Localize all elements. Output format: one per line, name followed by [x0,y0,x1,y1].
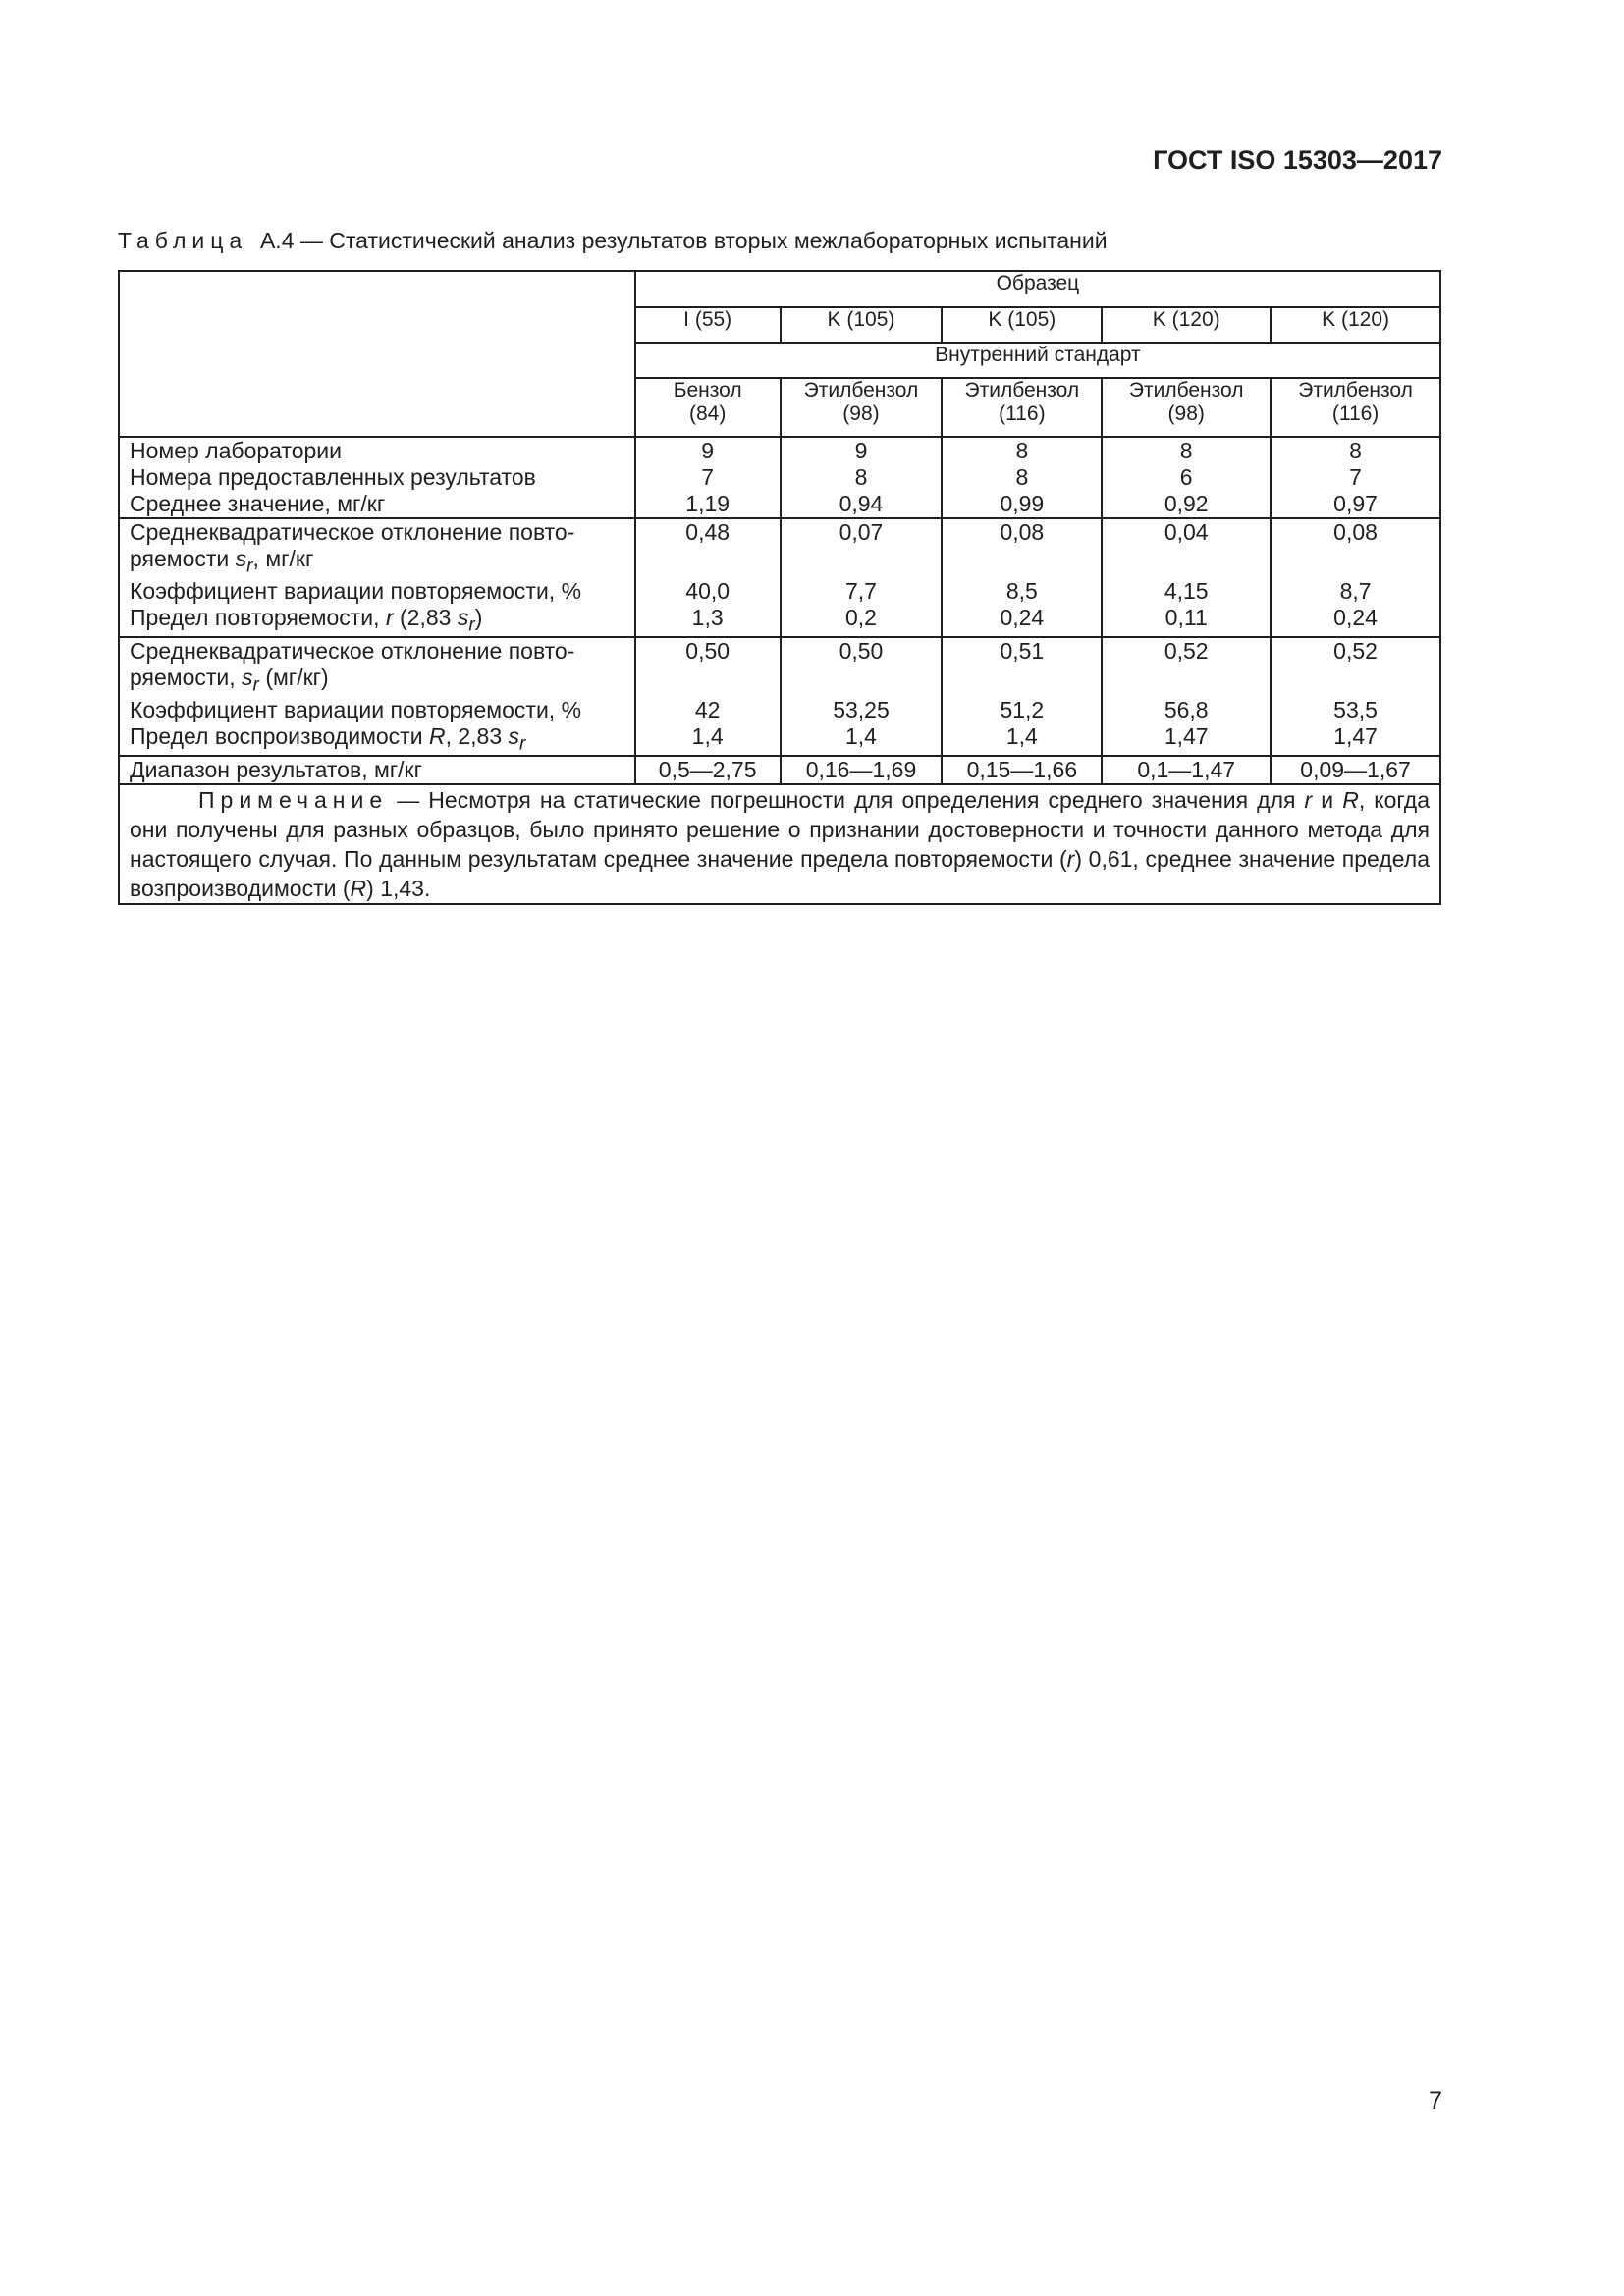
table-row [119,637,1440,697]
cell: 9 [781,437,943,464]
table-row [119,605,1440,638]
sample-col-2: K (105) [781,307,943,343]
label-text: ряемости, [130,665,243,691]
cell: 51,2 [942,697,1102,723]
sample-col-1: I (55) [635,307,781,343]
row-label: Коэффициент вариации повторяемости, % [119,578,635,605]
cell: 7,7 [781,578,943,605]
label-text: , мг/кг [252,546,314,571]
label-text: ) [474,604,483,630]
is-name: Этилбензол [964,379,1080,401]
cell: 7 [635,464,781,491]
row-label: Номера предоставленных результатов [119,464,635,491]
cell: 1,19 [635,491,781,518]
table-row [119,697,1440,723]
cell: 8,7 [1271,578,1440,605]
label-line: Среднеквадратическое отклонение повто- [130,638,575,665]
cell: 53,5 [1271,697,1440,723]
label-text: ряемости [130,546,236,571]
table-row [119,578,1440,605]
cell: 40,0 [635,578,781,605]
cell: 0,51 [942,637,1102,697]
symbol-sub: r [246,556,253,577]
label-line: Среднеквадратическое отклонение повто- [130,519,575,545]
note-text: ) 0,61, среднее значение предела возпроизводимости ( [130,846,1430,902]
cell: 0,07 [781,518,943,578]
cell: 0,99 [942,491,1102,518]
cell: 0,09—1,67 [1271,756,1440,784]
cell: 0,52 [1102,637,1271,697]
is-num: (98) [1167,402,1205,425]
cell: 1,47 [1271,723,1440,757]
internal-standard-header: Внутренний стандарт [635,343,1440,378]
cell: 0,15—1,66 [942,756,1102,784]
cell: 0,2 [781,605,943,638]
internal-standard-2 [781,378,943,437]
table-caption [118,228,1108,254]
is-name: Этилбензол [1128,379,1244,401]
caption-label: Таблица [118,228,248,253]
cell: 0,24 [942,605,1102,638]
is-num: (116) [999,402,1046,425]
statistics-table [118,270,1441,905]
cell: 0,50 [635,637,781,697]
note-text: — Несмотря на статические погрешности для определения среднего значения для [388,787,1305,814]
row-label: Среднее значение, мг/кг [119,491,635,518]
note-text: , когда они получены для разных образцов, было принято решение о признании достоверности и точности данного метода для настоящего случая. По данным результатам среднее значение предела повторяемости ( [130,787,1430,873]
internal-standard-3 [942,378,1102,437]
label-text: Предел воспроизводимости [130,722,429,749]
cell: 0,04 [1102,518,1271,578]
is-num: (84) [688,402,727,425]
cell: 1,3 [635,605,781,638]
table-note-row [119,784,1440,904]
internal-standard-4 [1102,378,1271,437]
cell: 9 [635,437,781,464]
row-label: Номер лаборатории [119,437,635,464]
symbol-sub: r [519,733,526,755]
cell: 56,8 [1102,697,1271,723]
cell: 8 [942,437,1102,464]
sample-col-5: K (120) [1271,307,1440,343]
cell: 8 [1271,437,1440,464]
cell: 7 [1271,464,1440,491]
table-row [119,518,1440,578]
symbol-sub: r [468,614,475,636]
cell: 8 [1102,437,1271,464]
symbol: r [1066,846,1075,873]
label-text: (2,83 [393,604,458,630]
standard-code: ГОСТ ISO 15303—2017 [1153,145,1442,175]
symbol: s [235,546,247,571]
cell: 0,1—1,47 [1102,756,1271,784]
sample-col-3: K (105) [942,307,1102,343]
cell: 53,25 [781,697,943,723]
cell: 0,16—1,69 [781,756,943,784]
row-label [119,637,635,697]
cell: 0,50 [781,637,943,697]
table-row [119,723,1440,757]
cell: 8,5 [942,578,1102,605]
symbol: r [385,604,394,630]
internal-standard-5 [1271,378,1440,437]
is-num: (116) [1331,402,1380,425]
cell: 0,24 [1271,605,1440,638]
cell: 0,48 [635,518,781,578]
symbol: s [242,665,253,691]
note-label: Примечание [198,787,389,814]
cell: 4,15 [1102,578,1271,605]
cell: 0,5—2,75 [635,756,781,784]
cell: 1,4 [635,723,781,757]
label-text: , 2,83 [445,722,509,749]
cell: 1,47 [1102,723,1271,757]
symbol: R [1342,787,1359,814]
symbol: R [428,722,446,749]
sample-header: Образец [635,271,1440,307]
table-note [119,784,1440,904]
cell: 8 [942,464,1102,491]
cell: 6 [1102,464,1271,491]
row-label [119,605,635,638]
cell: 0,11 [1102,605,1271,638]
row-label: Диапазон результатов, мг/кг [119,756,635,784]
cell: 1,4 [781,723,943,757]
table-row [119,756,1440,784]
caption-text: А.4 — Статистический анализ результатов вторых межлабораторных испытаний [259,228,1108,253]
row-label [119,518,635,578]
cell: 1,4 [942,723,1102,757]
note-text: и [1312,787,1343,814]
cell: 0,08 [942,518,1102,578]
is-name: Этилбензол [803,379,919,401]
symbol: s [508,722,520,749]
cell: 0,92 [1102,491,1271,518]
symbol: r [1304,787,1313,814]
table-row [119,437,1440,464]
cell: 8 [781,464,943,491]
internal-standard-1 [635,378,781,437]
is-name: Бензол [673,379,742,401]
cell: 42 [635,697,781,723]
header-corner [119,271,635,437]
symbol: s [457,604,469,630]
cell: 0,52 [1271,637,1440,697]
is-name: Этилбензол [1298,379,1413,401]
table-row [119,464,1440,491]
symbol: R [350,876,367,902]
page-number: 7 [1429,2087,1442,2114]
cell: 0,08 [1271,518,1440,578]
label-text: (мг/кг) [258,665,329,691]
row-label: Коэффициент вариации повторяемости, % [119,697,635,723]
table-row [119,491,1440,518]
cell: 0,97 [1271,491,1440,518]
row-label [119,723,635,757]
cell: 0,94 [781,491,943,518]
note-text: ) 1,43. [366,876,431,902]
sample-col-4: K (120) [1102,307,1271,343]
symbol-sub: r [252,674,259,696]
label-text: Предел повторяемости, [130,604,386,630]
is-num: (98) [842,402,880,425]
